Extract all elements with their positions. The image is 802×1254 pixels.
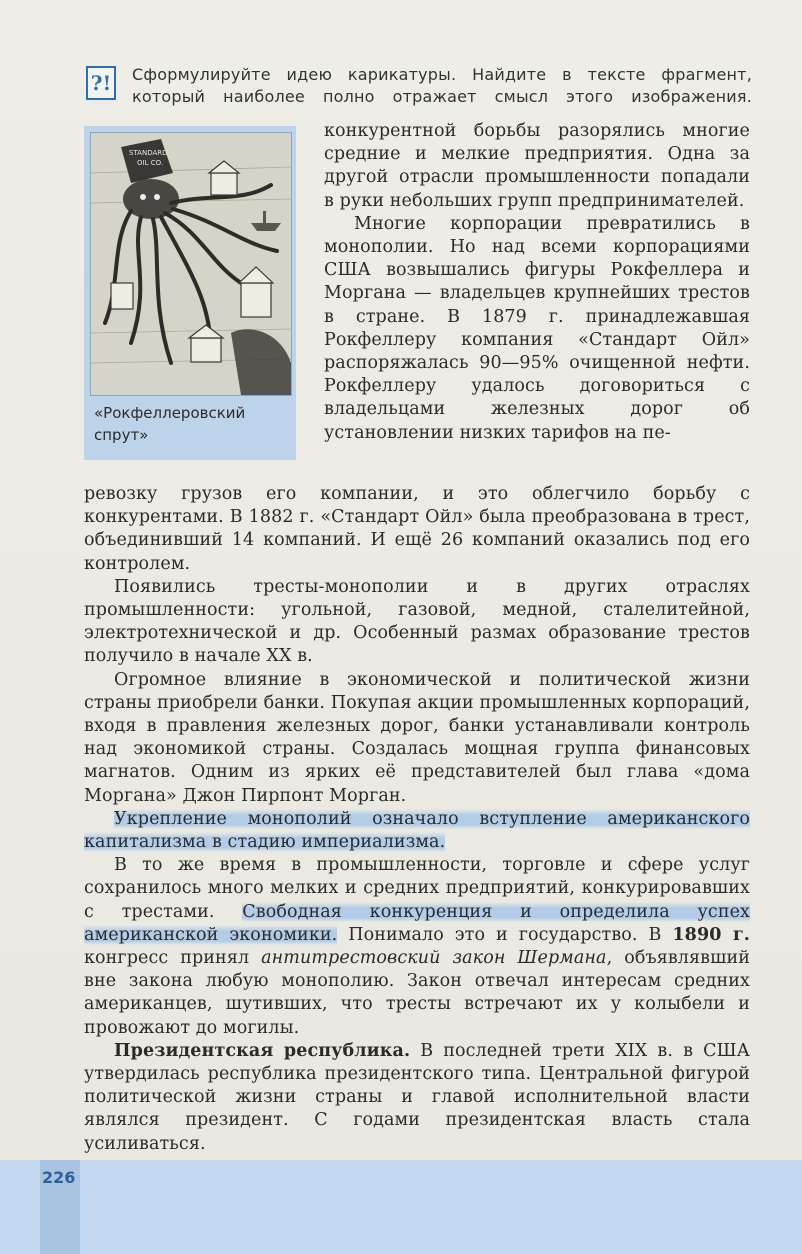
highlighted-imperialism: Укрепление монополий означало вступление американского капитализма в стадию империализма. <box>84 808 750 853</box>
page-number: 226 <box>42 1168 76 1187</box>
sherman-act-term: антитрестовский закон Шермана <box>261 948 607 969</box>
rockefeller-octopus-cartoon <box>90 132 292 396</box>
highlighted-competition: Свободная конкуренция и определила успех американской экономики. <box>84 901 751 945</box>
paragraph-corporations: Многие корпорации превратились в монополии. Но над всеми корпорациями США возвышались фигуры Рокфеллера и Моргана — владельцев крупнейших трестов в стране. В 1879 г. принадлежавшая Рокфеллеру компания «Стандарт Ойл» распоряжалась 90—95% очищенной нефти. Рокфеллеру удалось договориться с владельцами железных дорог об установлении низких тарифов на пе- <box>324 213 750 443</box>
question-line-1: Сформулируйте идею карикатуры. Найдите в тексте фрагмент, <box>132 65 752 84</box>
paragraph-presidential-republic <box>84 1040 750 1156</box>
cartoon-figure <box>84 126 296 460</box>
figure-caption: «Рокфеллеровский спрут» <box>94 404 246 444</box>
section-subheading: Президентская республика. <box>114 1040 411 1061</box>
svg-text:OIL CO.: OIL CO. <box>137 159 164 167</box>
page-footer-band <box>0 1160 802 1254</box>
right-column-text <box>324 120 750 445</box>
paragraph-competition-sherman <box>84 854 750 1040</box>
text-span: конгресс принял <box>84 948 262 969</box>
text-span: , объявлявший вне закона любую монополию. Закон отвечал интересам средних американцев, шутивших, что тресты встречают их у колыбели и провожают до могилы. <box>84 948 751 1038</box>
question-icon: ?! <box>86 66 116 100</box>
paragraph-trusts: Появились тресты-монополии и в других отраслях промышленности: угольной, газовой, медной, сталелитейной, электротехнической и др. Особенный размах образование трестов получило в начале XX в. <box>84 576 750 667</box>
year-1890: 1890 г. <box>672 924 750 945</box>
text-span: В последней трети XIX в. в США утвердилась республика президентского типа. Центральной фигурой политической жизни страны и главой исполнительной власти являлся президент. С годами президентская власть стала усиливаться. <box>84 1040 750 1154</box>
paragraph-banks: Огромное влияние в экономической и политической жизни страны приобрели банки. Покупая акции промышленных корпораций, входя в правления железных дорог, банки устанавливали контроль над экономикой страны. Создалась мощная группа финансовых магнатов. Одним из ярких её представителей был глава «дома Моргана» Джон Пирпонт Морган. <box>84 669 750 806</box>
paragraph-competition: конкурентной борьбы разорялись многие средние и мелкие предприятия. Одна за другой отрасли промышленности попадали в руки небольших групп предпринимателей. <box>324 121 750 211</box>
paragraph-imperialism <box>84 808 750 854</box>
text-span: В то же время в промышленности, торговле и сфере услуг сохранилось много мелких и средних предприятий, конкурировавших с трестами. <box>84 855 750 922</box>
question-prompt <box>132 64 752 108</box>
text-span: Понимало это и государство. В <box>337 924 673 945</box>
main-text <box>84 483 750 1156</box>
paragraph-corporations-cont: ревозку грузов его компании, и это облегчило борьбу с конкурентами. В 1882 г. «Стандарт Ойл» была преобразована в трест, объединивший 14 компаний. И ещё 26 компаний оказались под его контролем. <box>84 484 750 574</box>
question-line-2: который наиболее полно отражает смысл этого изображения. <box>132 87 752 106</box>
svg-text:STANDARD: STANDARD <box>129 149 168 157</box>
